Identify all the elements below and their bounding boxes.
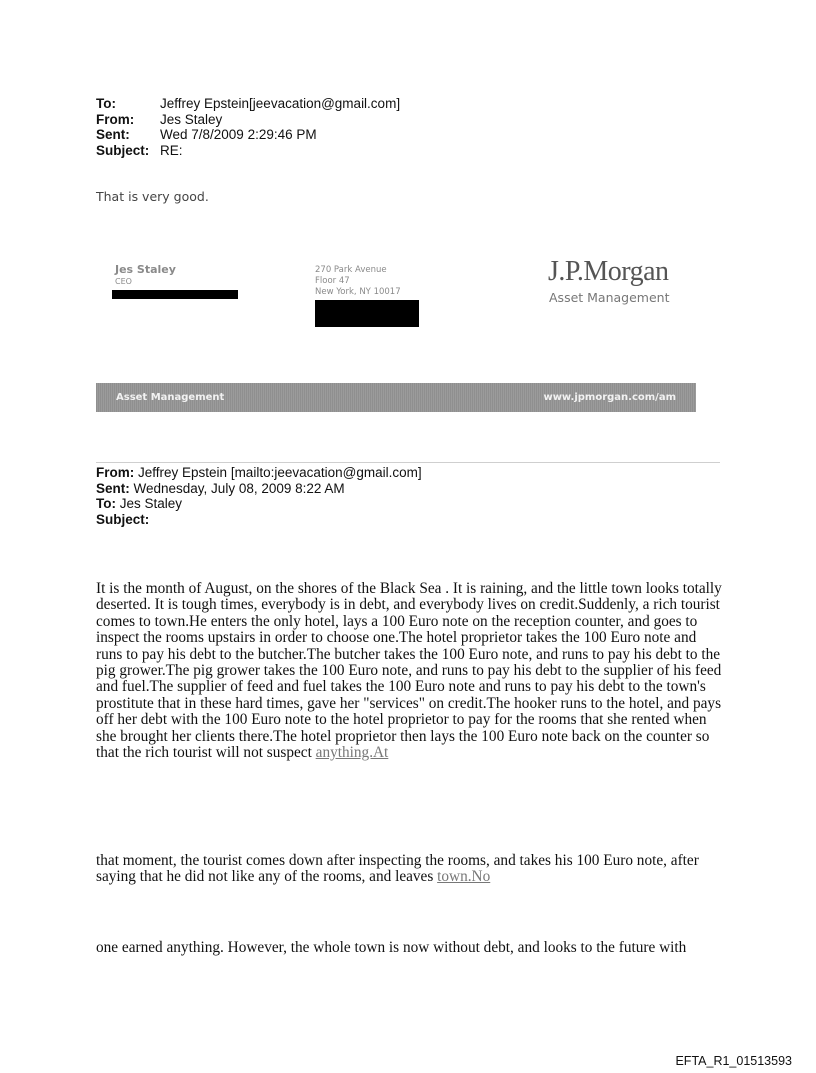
- header-from-row: [96, 112, 400, 128]
- header-subject-row: [96, 143, 400, 159]
- document-id: EFTA_R1_01513593: [675, 1054, 792, 1068]
- email-header: [96, 96, 400, 158]
- banner-label: Asset Management: [116, 392, 225, 403]
- signature-address: [315, 265, 401, 298]
- fwd-sent-label: Sent:: [96, 480, 130, 496]
- body-link-2[interactable]: town.No: [437, 868, 491, 886]
- sent-value: Wed 7/8/2009 2:29:46 PM: [160, 127, 317, 142]
- fwd-to-value: Jes Staley: [119, 496, 183, 511]
- forwarded-header: [96, 465, 422, 527]
- header-to-row: [96, 96, 400, 112]
- message-divider: [96, 462, 720, 463]
- redaction-bar: [112, 290, 238, 299]
- body-text-1: It is the month of August, on the shores of the Black Sea . It is raining, and the little town looks totally deserted. It is tough times, everybody is in debt, and everybody lives on credit.Suddenly, a rich tourist comes to town.He enters the only hotel, lays a 100 Euro note on the reception counter, and goes to inspect the rooms upstairs in order to choose one.The hotel proprietor takes the 100 Euro note and runs to pay his debt to the butcher.The butcher takes the 100 Euro note, and runs to pay his debt to the pig grower.The pig grower takes the 100 Euro note, and runs to pay his debt to the supplier of his feed and fuel.The supplier of feed and fuel takes the 100 Euro note and runs to pay his debt to the town's prostitute that in these hard times, gave her "services" on credit.The hooker runs to the hotel, and pays off her debt with the 100 Euro note to the hotel proprietor to pay for the rooms that she rented when she brought her clients there.The hotel proprietor then lays the 100 Euro note back on the counter so that the rich tourist will not suspect: [96, 580, 722, 762]
- from-label: From:: [96, 111, 135, 127]
- sent-label: Sent:: [96, 127, 130, 142]
- fwd-from-label: From:: [96, 465, 135, 480]
- jpmorgan-logo-subtitle: Asset Management: [549, 290, 670, 305]
- fwd-to-label: To:: [96, 496, 116, 511]
- fwd-from-value: Jeffrey Epstein [mailto:jeevacation@gmail.com]: [138, 465, 422, 480]
- to-value: Jeffrey Epstein[jeevacation@gmail.com]: [160, 96, 401, 111]
- fwd-subject-row: [96, 512, 422, 528]
- fwd-sent-value: Wednesday, July 08, 2009 8:22 AM: [133, 480, 345, 496]
- body-paragraph-2: [96, 853, 726, 886]
- address-line-3: New York, NY 10017: [315, 287, 401, 297]
- body-link-1[interactable]: anything.At: [315, 744, 389, 762]
- from-value: Jes Staley: [160, 111, 223, 127]
- header-sent-row: [96, 127, 400, 143]
- fwd-subject-label: Subject:: [96, 511, 150, 527]
- banner-url: www.jpmorgan.com/am: [543, 392, 676, 403]
- subject-label: Subject:: [96, 142, 150, 158]
- body-paragraph-3: [96, 940, 726, 956]
- asset-management-banner: [96, 383, 696, 412]
- fwd-sent-row: [96, 481, 422, 497]
- body-text-2: that moment, the tourist comes down after inspecting the rooms, and takes his 100 Euro note, after saying that he did not like any of the rooms, and leaves: [96, 852, 699, 886]
- signature-name: Jes Staley: [115, 263, 176, 276]
- signature-title: CEO: [115, 277, 132, 286]
- subject-value: RE:: [160, 142, 183, 158]
- fwd-from-row: [96, 465, 422, 481]
- address-line-2: Floor 47: [315, 276, 350, 286]
- jpmorgan-logo: J.P.Morgan: [548, 256, 669, 287]
- body-paragraph-1: [96, 581, 726, 761]
- reply-text: That is very good.: [96, 189, 209, 204]
- fwd-to-row: [96, 496, 422, 512]
- redaction-bar: [315, 300, 419, 327]
- address-line-1: 270 Park Avenue: [315, 265, 387, 275]
- to-label: To:: [96, 96, 116, 111]
- body-text-3: one earned anything. However, the whole town is now without debt, and looks to the future with: [96, 939, 687, 956]
